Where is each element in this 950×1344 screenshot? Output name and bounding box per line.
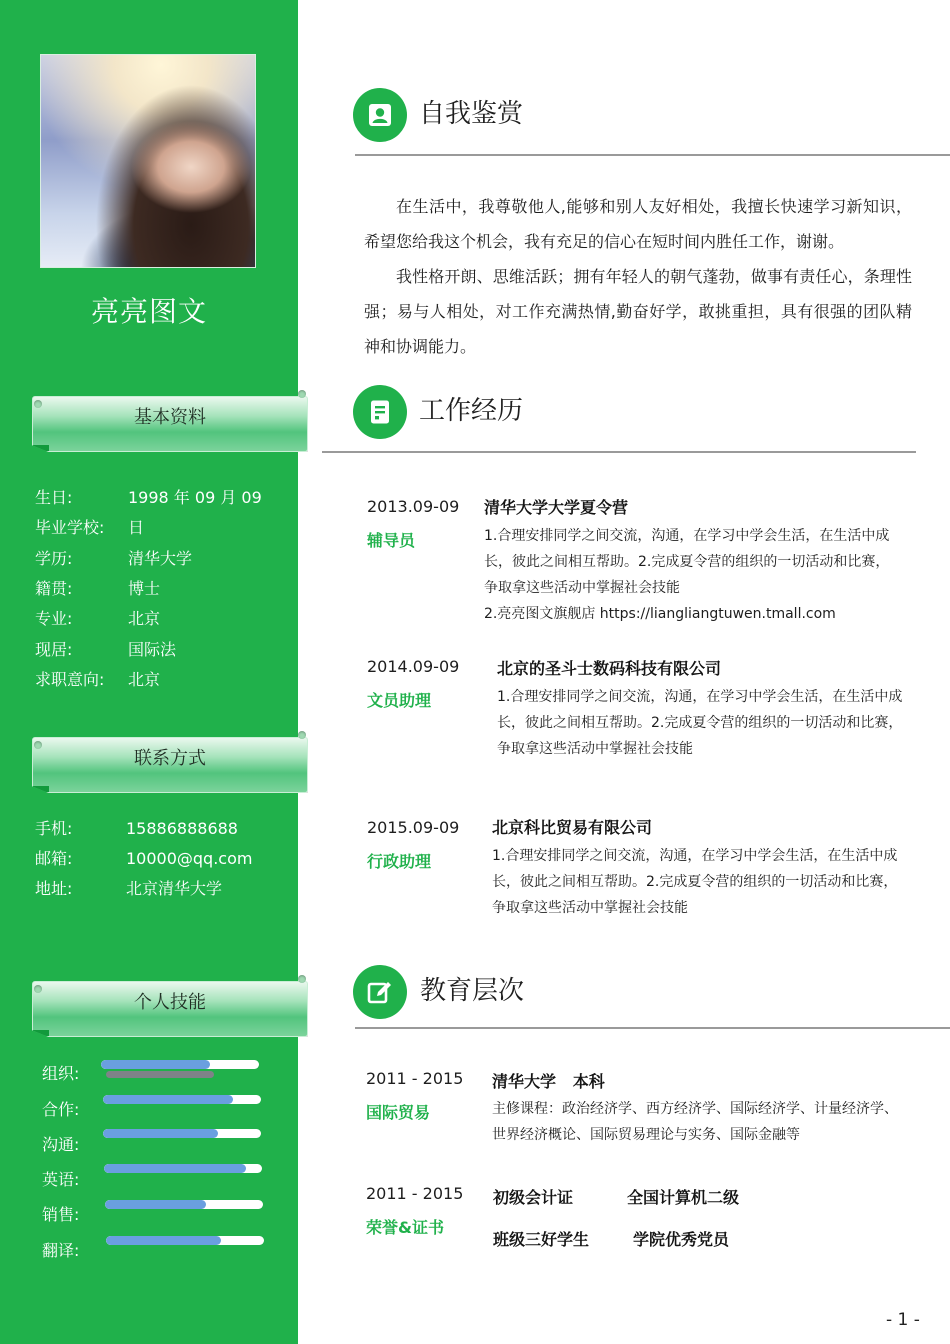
skill-label-translate: 翻译: [42,1241,80,1260]
honor-item-1: 初级会计证 [493,1188,574,1207]
skill-label-cooperate: 合作: [42,1100,80,1119]
work-org-2: 北京的圣斗士数码科技有限公司 [497,659,722,678]
contact-title: 联系方式 [134,748,206,769]
work-desc-2: 1.合理安排同学之间交流，沟通，在学习中学会生活，在生活中成 长，彼此之间相互帮助。2.完成夏令营的组织的一切活动和比赛， 争取拿这些活动中掌握社会技能 [497,689,903,757]
skill-bar-shadow [106,1071,214,1078]
portrait-icon [353,88,407,142]
edu-major: 国际贸易 [366,1103,431,1122]
skill-bar-english [104,1164,262,1173]
work-desc-3: 1.合理安排同学之间交流，沟通，在学习中学会生活，在生活中成 长，彼此之间相互帮助。2.完成夏令营的组织的一切活动和比赛， 争取拿这些活动中掌握社会技能 [492,848,898,916]
document-icon [353,385,407,439]
profile-photo [40,54,256,268]
work-role-2: 文员助理 [367,691,432,710]
self-eval-title: 自我鉴赏 [419,99,524,129]
edu-school: 清华大学 本科 [492,1072,605,1091]
skill-bar-organize [101,1060,259,1069]
education-title: 教育层次 [420,976,525,1006]
work-date-1: 2013.09-09 [367,497,460,516]
work-org-1: 清华大学大学夏令营 [484,498,629,517]
work-date-2: 2014.09-09 [367,657,460,676]
contact-banner [32,737,308,793]
work-role-3: 行政助理 [367,852,432,871]
skill-fill-translate [106,1236,221,1245]
skill-label-sales: 销售: [42,1205,80,1224]
work-date-3: 2015.09-09 [367,818,460,837]
skill-bar-communicate [103,1129,261,1138]
edu-courses: 主修课程：政治经济学、西方经济学、国际经济学、计量经济学、 世界经济概论、国际贸易理论与实务、国际金融等 [492,1101,898,1143]
basic-info-title: 基本资料 [134,407,206,428]
work-org-3: 北京科比贸易有限公司 [492,818,653,837]
education-divider [355,1027,950,1029]
honors-date: 2011 - 2015 [366,1184,464,1203]
pencil-edit-icon [353,965,407,1019]
skill-fill-english [104,1164,246,1173]
self-eval-paragraph-2: 我性格开朗、思维活跃；拥有年轻人的朝气蓬勃，做事有责任心，条理性强；易与人相处，对工作充满热情,勤奋好学，敢挑重担，具有很强的团队精神和协调能力。 [364,267,912,356]
skill-label-english: 英语: [42,1170,80,1189]
skill-label-organize: 组织: [42,1064,80,1083]
work-divider [322,451,916,453]
skill-fill-sales [105,1200,206,1209]
honor-item-3: 班级三好学生 [493,1230,590,1249]
skill-bar-sales [105,1200,263,1209]
profile-name: 亮亮图文 [90,295,207,328]
honors-label: 荣誉&证书 [366,1218,444,1237]
basic-info-banner [32,396,308,452]
honor-item-2: 全国计算机二级 [627,1188,740,1207]
page-number: - 1 - [886,1310,920,1330]
skill-fill-cooperate [103,1095,233,1104]
self-eval-divider [355,154,950,156]
skill-fill-organize [101,1060,210,1069]
skills-banner [32,981,308,1037]
skill-label-communicate: 沟通: [42,1135,80,1154]
work-title: 工作经历 [419,396,524,426]
sidebar: 亮亮图文 基本资料 生日: 1998 年 09 月 09 毕业学校: 日 学历: 清华大学 籍贯: 博士 专业: 北京 现居: 国际法 求职意向: 北京 联系方式 手机: 15886888688 邮箱: 10000@qq.com 地址: 北京清华大学 个人技能 组织: 合作: 沟通: 英语: 销售: 翻译: [0,0,298,1344]
honor-item-4: 学院优秀党员 [633,1230,730,1249]
skill-bar-cooperate [103,1095,261,1104]
skills-title: 个人技能 [134,992,206,1013]
self-eval-paragraph-1: 在生活中，我尊敬他人,能够和别人友好相处，我擅长快速学习新知识，希望您给我这个机会，我有充足的信心在短时间内胜任工作，谢谢。 [364,197,912,251]
work-desc-1: 1.合理安排同学之间交流，沟通，在学习中学会生活，在生活中成 长，彼此之间相互帮助。2.完成夏令营的组织的一切活动和比赛， 争取拿这些活动中掌握社会技能 2.亮亮图文旗舰店 https://liangliangtuwen.tmall.com [484,528,890,622]
skill-bar-translate [106,1236,264,1245]
work-role-1: 辅导员 [367,531,416,550]
skill-fill-communicate [103,1129,218,1138]
edu-date-1: 2011 - 2015 [366,1069,464,1088]
